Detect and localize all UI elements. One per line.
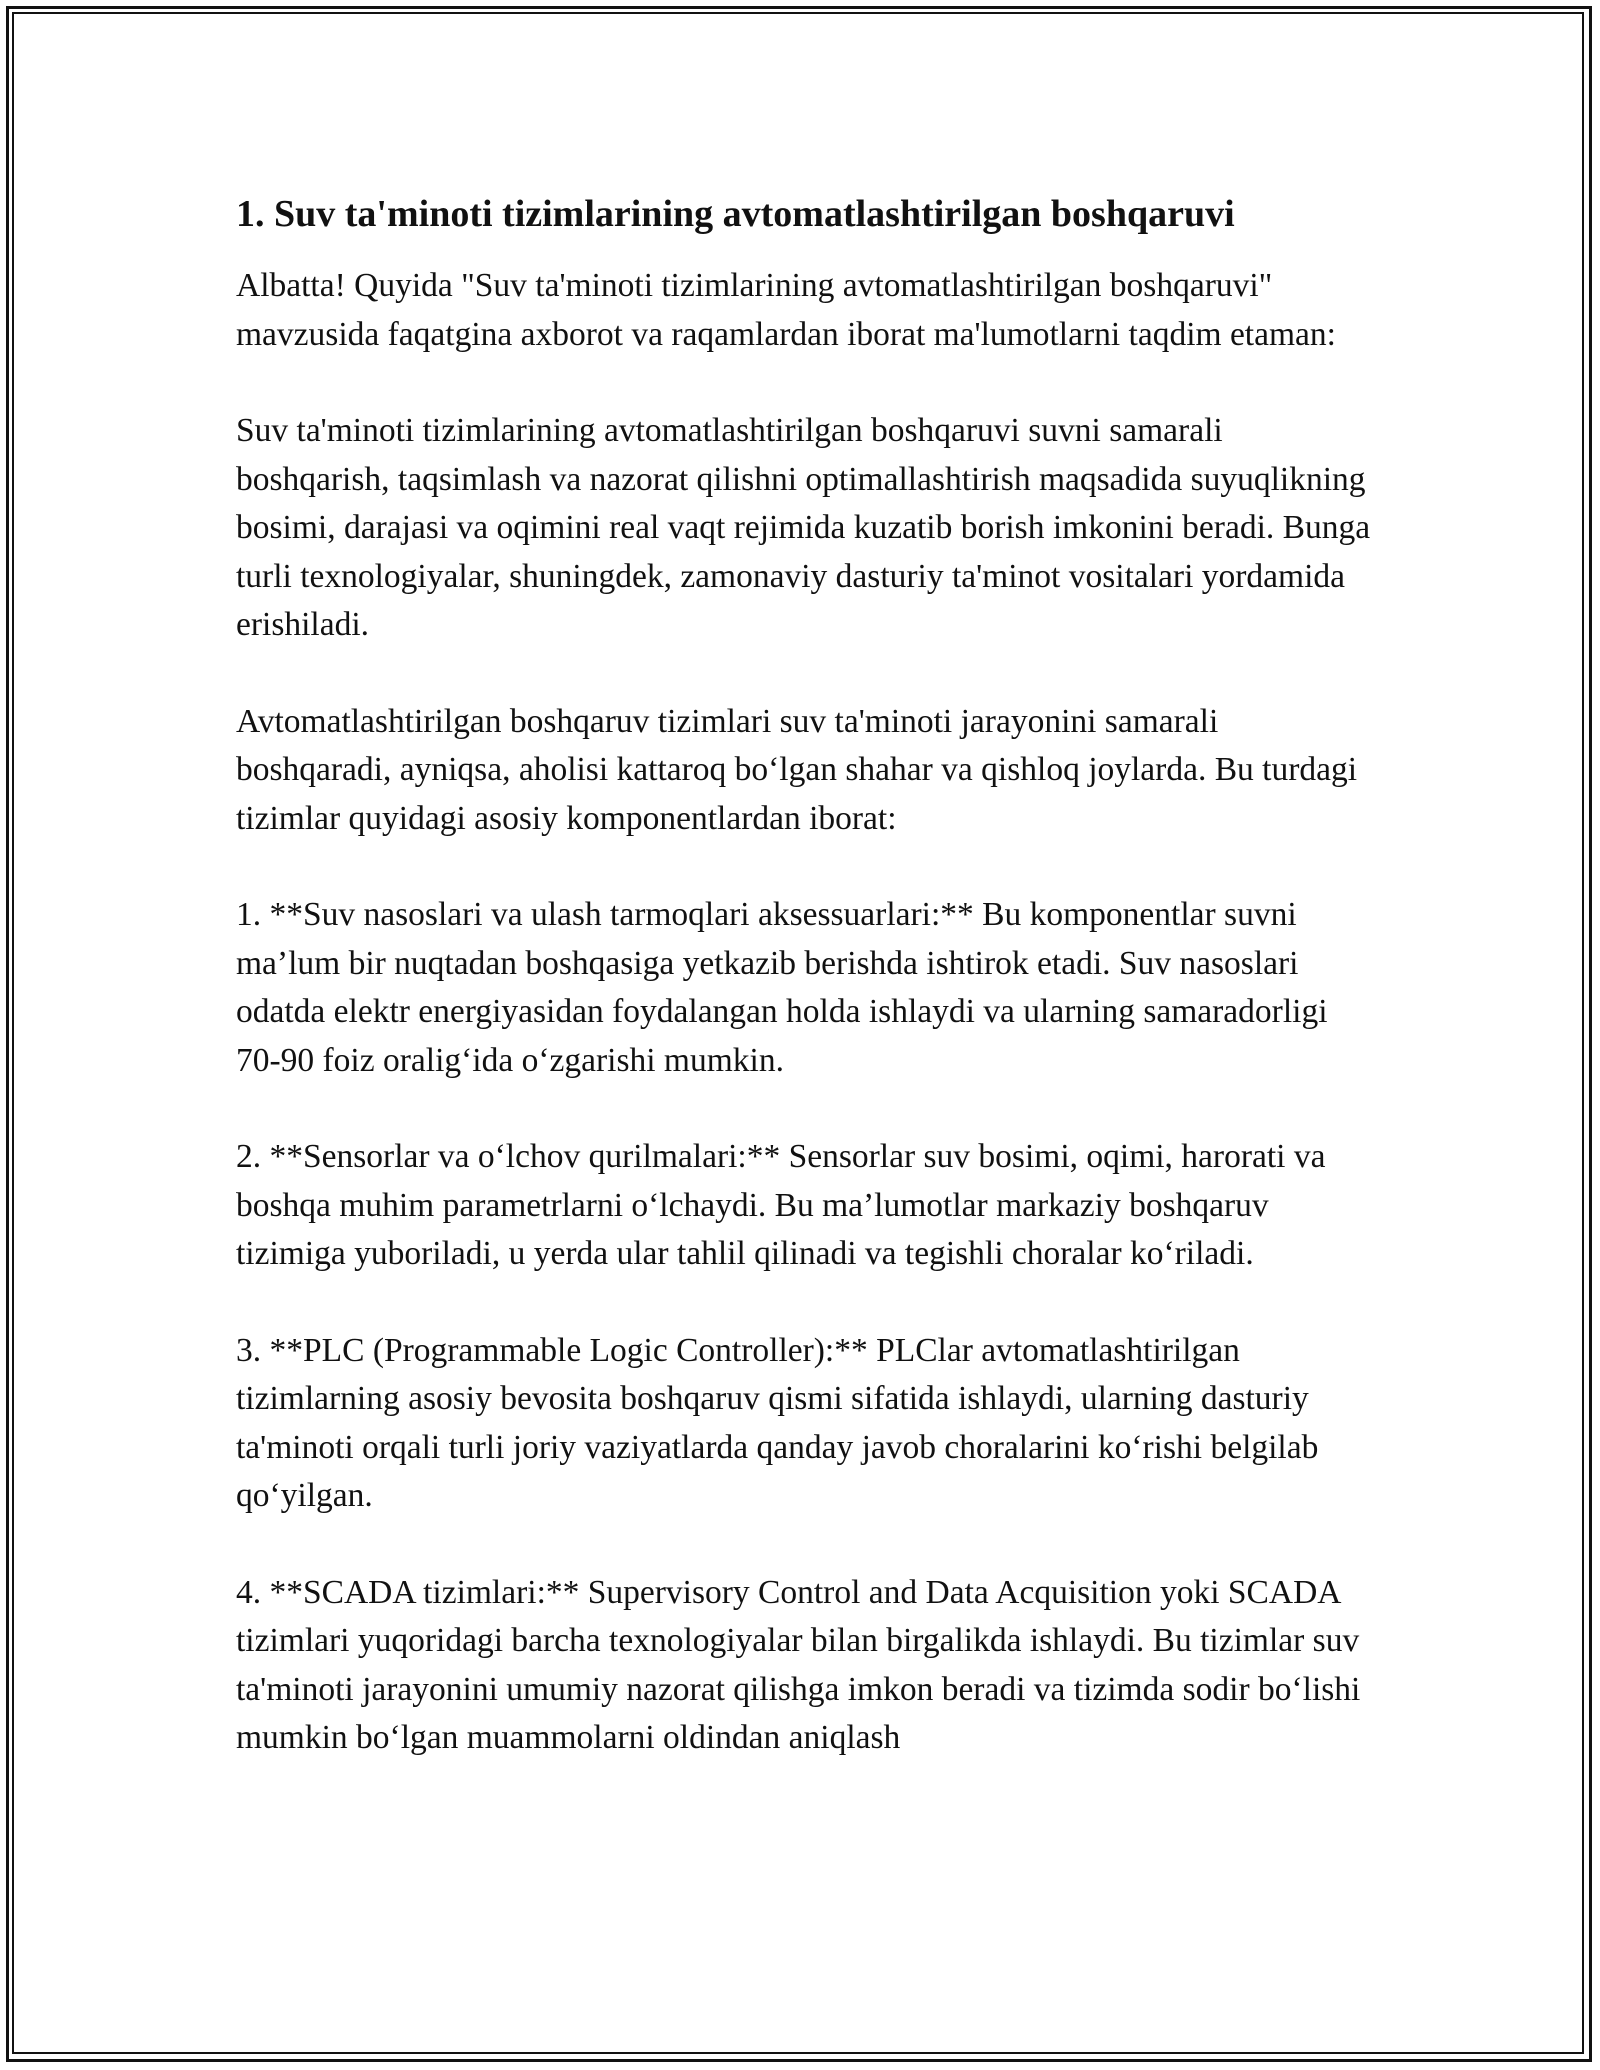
list-item-sensors: 2. **Sensorlar va o‘lchov qurilmalari:** Sensorlar suv bosimi, oqimi, harorati va boshqa muhim parametrlarni o‘lchaydi. Bu ma’lumotlar markaziy boshqaruv tizimiga yuboriladi, u yerda ular tahlil qilinadi va tegishli choralar ko‘riladi. bbox=[236, 1138, 1326, 1272]
intro-paragraph: Albatta! Quyida "Suv ta'minoti tizimlarining avtomatlashtirilgan boshqaruvi" mavzusida faqatgina axborot va raqamlardan iborat ma'lumotlarni taqdim etaman: bbox=[236, 267, 1336, 353]
list-item-plc: 3. **PLC (Programmable Logic Controller):** PLClar avtomatlashtirilgan tizimlarning asosiy bevosita boshqaruv qismi sifatida ishlaydi, ularning dasturiy ta'minoti orqali turli joriy vaziyatlarda qanday javob choralarini ko‘rishi belgilab qo‘yilgan. bbox=[236, 1331, 1319, 1514]
list-item-pumps: 1. **Suv nasoslari va ulash tarmoqlari aksessuarlari:** Bu komponentlar suvni ma’lum bir nuqtadan boshqasiga yetkazib berishda ishtirok etadi. Suv nasoslari odatda elektr energiyasidan foydalangan holda ishlaydi va ularning samaradorligi 70-90 foiz oralig‘ida o‘zgarishi mumkin. bbox=[236, 896, 1328, 1079]
overview-paragraph: Suv ta'minoti tizimlarining avtomatlashtirilgan boshqaruvi suvni samarali boshqarish, taqsimlash va nazorat qilishni optimallashtirish maqsadida suyuqlikning bosimi, darajasi va oqimini real vaqt rejimida kuzatib borish imkonini beradi. Bunga turli texnologiyalar, shuningdek, zamonaviy dasturiy ta'minot vositalari yordamida erishiladi. bbox=[236, 412, 1371, 643]
components-intro-paragraph: Avtomatlashtirilgan boshqaruv tizimlari suv ta'minoti jarayonini samarali boshqaradi, ayniqsa, aholisi kattaroq bo‘lgan shahar va qishloq joylarda. Bu turdagi tizimlar quyidagi asosiy komponentlardan iborat: bbox=[236, 702, 1358, 837]
document-body bbox=[236, 188, 1376, 1763]
list-item-scada: 4. **SCADA tizimlari:** Supervisory Control and Data Acquisition yoki SCADA tizimlari yuqoridagi barcha texnologiyalar bilan birgalikda ishlaydi. Bu tizimlar suv ta'minoti jarayonini umumiy nazorat qilishga imkon beradi va tizimda sodir bo‘lishi mumkin bo‘lgan muammolarni oldindan aniqlash bbox=[236, 1573, 1361, 1756]
document-heading: 1. Suv ta'minoti tizimlarining avtomatlashtirilgan boshqaruvi bbox=[236, 193, 1235, 235]
